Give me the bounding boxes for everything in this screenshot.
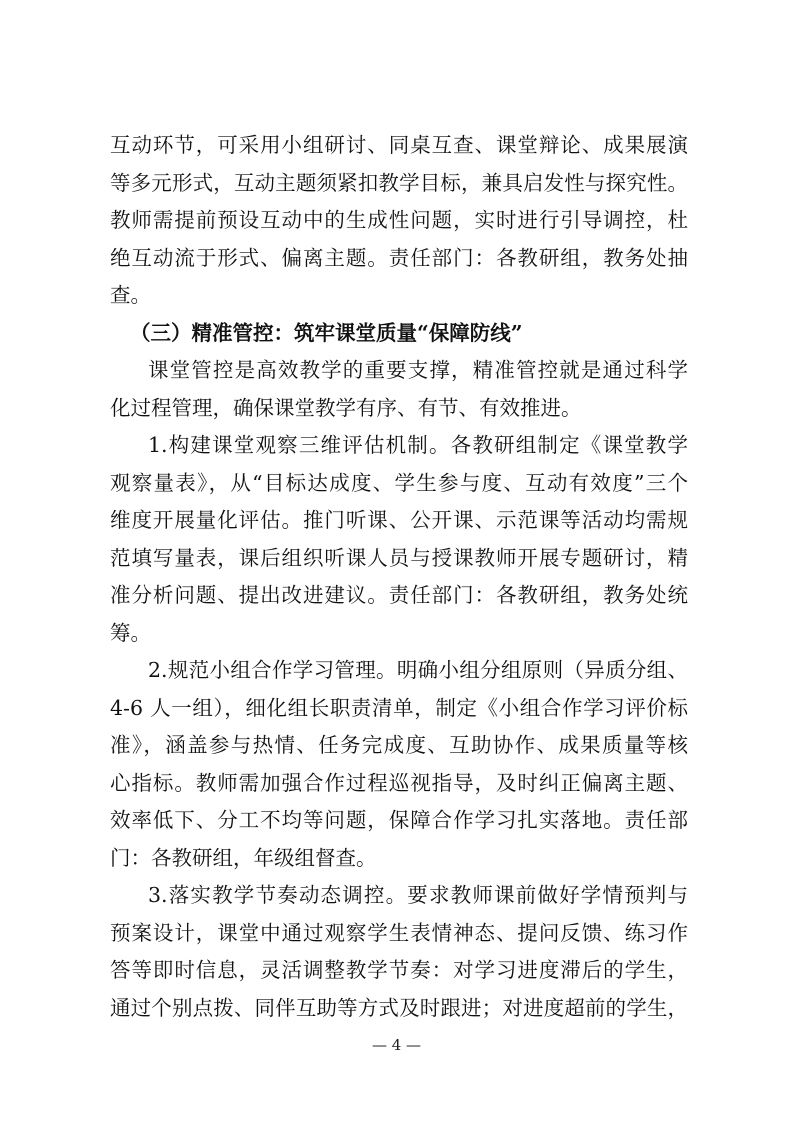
text-line: 4-6 人一组），细化组长职责清单，制定《小组合作学习评价标 [110, 695, 688, 720]
document-body [110, 127, 688, 1027]
text-line: 绝互动流于形式、偏离主题。责任部门：各教研组，教务处抽 [110, 245, 688, 270]
text-line: 教师需提前预设互动中的生成性问题，实时进行引导调控，杜 [110, 208, 688, 232]
text-line: 等多元形式，互动主题须紧扣教学目标，兼具启发性与探究性。 [110, 170, 688, 195]
text-line: 通过个别点拨、同伴互助等方式及时跟进；对进度超前的学生， [110, 995, 688, 1020]
text-line: 2.规范小组合作学习管理。明确小组分组原则（异质分组、 [148, 658, 688, 682]
text-line: 维度开展量化评估。推门听课、公开课、示范课等活动均需规 [110, 508, 688, 532]
text-line: 查。 [110, 283, 151, 307]
text-line: 心指标。教师需加强合作过程巡视指导，及时纠正偏离主题、 [110, 770, 688, 795]
text-line: 观察量表》，从“目标达成度、学生参与度、互动有效度”三个 [110, 470, 688, 495]
text-line: 化过程管理，确保课堂教学有序、有节、有效推进。 [110, 395, 582, 420]
text-line: 范填写量表，课后组织听课人员与授课教师开展专题研讨，精 [110, 545, 688, 570]
text-line: 答等即时信息，灵活调整教学节奏：对学习进度滞后的学生， [110, 958, 688, 982]
text-line: 效率低下、分工不均等问题，保障合作学习扎实落地。责任部 [110, 808, 688, 832]
text-line: 门：各教研组，年级组督查。 [110, 845, 377, 870]
section-heading: （三）精准管控：筑牢课堂质量“保障防线” [130, 320, 523, 345]
text-line: 课堂管控是高效教学的重要支撑，精准管控就是通过科学 [148, 358, 688, 382]
text-line: 3.落实教学节奏动态调控。要求教师课前做好学情预判与 [148, 883, 688, 907]
page-number: — 4 — [371, 1036, 422, 1054]
text-line: 准》，涵盖参与热情、任务完成度、互助协作、成果质量等核 [110, 733, 688, 757]
text-line: 互动环节，可采用小组研讨、同桌互查、课堂辩论、成果展演 [110, 133, 688, 157]
text-line: 1.构建课堂观察三维评估机制。各教研组制定《课堂教学 [148, 433, 688, 457]
text-line: 筹。 [110, 620, 151, 645]
text-line: 准分析问题、提出改进建议。责任部门：各教研组，教务处统 [110, 583, 688, 607]
text-line: 预案设计，课堂中通过观察学生表情神态、提问反馈、练习作 [110, 920, 688, 945]
